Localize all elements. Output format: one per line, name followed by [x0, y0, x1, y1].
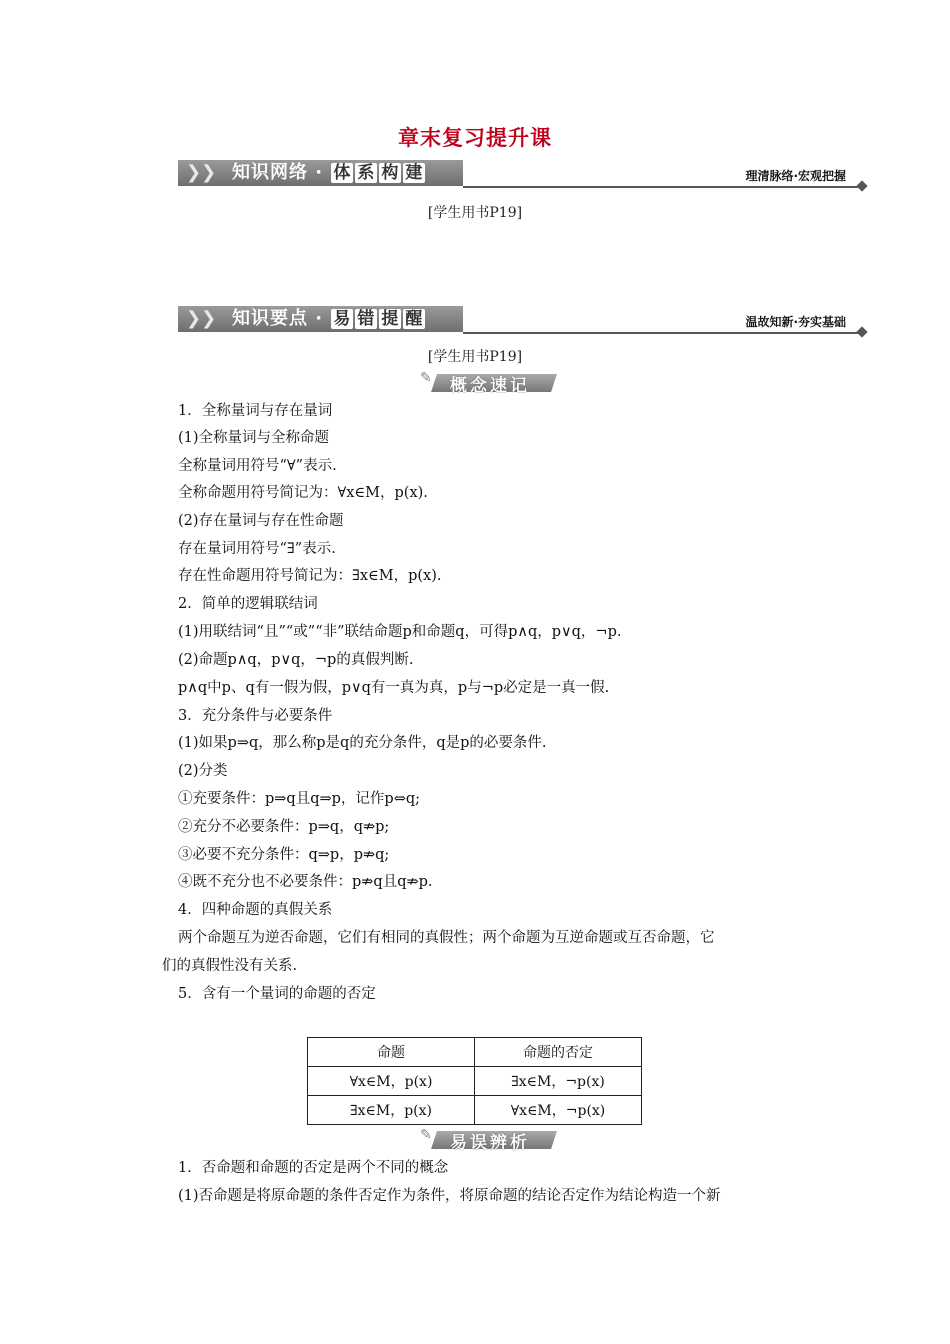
book-reference: [学生用书P19] [427, 349, 523, 365]
text-line: 全称命题用符号简记为：∀x∈M，p(x). [178, 485, 428, 501]
table-row [308, 1096, 642, 1125]
pen-icon: ✎ [420, 1127, 432, 1143]
text-line: ④既不充分也不必要条件：p⇏q且q⇏p. [178, 874, 433, 890]
banner-title-char: 易 [333, 309, 352, 329]
banner-title-char: 构 [381, 163, 400, 183]
table-cell: ∀x∈M，p(x) [308, 1067, 475, 1096]
banner-rule [463, 186, 860, 188]
negation-table [307, 1037, 642, 1125]
text-line: 两个命题互为逆否命题，它们有相同的真假性；两个命题为互逆命题或互否命题，它 [178, 930, 715, 946]
table-cell: ∃x∈M，p(x) [308, 1096, 475, 1125]
pen-icon: ✎ [420, 370, 432, 386]
table-cell: ∀x∈M，¬p(x) [475, 1096, 642, 1125]
text-line: (1)如果p⇒q，那么称p是q的充分条件，q是p的必要条件. [178, 735, 547, 751]
banner-rule [463, 332, 860, 334]
text-line: (1)否命题是将原命题的条件否定作为条件，将原命题的结论否定作为结论构造一个新 [178, 1188, 721, 1204]
subheading-text: 易误辨析 [450, 1133, 530, 1153]
text-line: 2．简单的逻辑联结词 [178, 596, 318, 612]
subheading-error-analysis [420, 1127, 560, 1151]
text-line: (1)用联结词“且”“或”“非”联结命题p和命题q，可得p∧q，p∨q，¬p. [178, 624, 622, 640]
text-line: 1．全称量词与存在量词 [178, 403, 333, 419]
subheading-concepts [420, 370, 560, 394]
text-line: 5．含有一个量词的命题的否定 [178, 986, 376, 1002]
text-line: (1)全称量词与全称命题 [178, 430, 330, 446]
table-row [308, 1067, 642, 1096]
text-line: 存在量词用符号“∃”表示. [178, 541, 336, 557]
section-banner-knowledge-network [178, 160, 868, 190]
text-line: 3．充分条件与必要条件 [178, 708, 333, 724]
banner-title-text: 知识网络 · [232, 162, 331, 183]
text-line: 们的真假性没有关系. [162, 958, 298, 974]
text-line: ②充分不必要条件：p⇒q，q⇏p; [178, 819, 390, 835]
text-line: ①充要条件：p⇒q且q⇒p，记作p⇔q; [178, 791, 421, 807]
table-header-cell: 命题 [308, 1038, 475, 1067]
banner-title-char: 醒 [405, 309, 424, 329]
text-line: (2)分类 [178, 763, 228, 779]
diamond-icon [856, 326, 867, 337]
banner-title-char: 系 [357, 163, 376, 183]
subheading-text: 概念速记 [450, 376, 530, 396]
diamond-icon [856, 180, 867, 191]
double-chevron-icon: ❯❯ [186, 308, 217, 329]
double-chevron-icon: ❯❯ [186, 162, 217, 183]
banner-title-char: 体 [333, 163, 352, 183]
text-line: (2)存在量词与存在性命题 [178, 513, 344, 529]
page-title: 章末复习提升课 [398, 126, 552, 150]
text-line: (2)命题p∧q，p∨q，¬p的真假判断. [178, 652, 414, 668]
banner-title-char: 提 [381, 309, 400, 329]
table-cell: ∃x∈M，¬p(x) [475, 1067, 642, 1096]
section-banner-key-points [178, 306, 868, 336]
banner-title-text: 知识要点 · [232, 308, 331, 329]
text-line: p∧q中p、q有一假为假，p∨q有一真为真，p与¬p必定是一真一假. [178, 680, 610, 696]
text-line: 4．四种命题的真假关系 [178, 902, 333, 918]
book-reference: [学生用书P19] [427, 205, 523, 221]
table-header-row [308, 1038, 642, 1067]
banner-title [232, 162, 426, 184]
text-line: 1．否命题和命题的否定是两个不同的概念 [178, 1160, 449, 1176]
table-header-cell: 命题的否定 [475, 1038, 642, 1067]
banner-right-text: 温故知新·夯实基础 [745, 315, 846, 329]
banner-right-text: 理清脉络·宏观把握 [745, 169, 846, 183]
banner-title-char: 错 [357, 309, 376, 329]
banner-title-char: 建 [405, 163, 424, 183]
text-line: 存在性命题用符号简记为：∃x∈M，p(x). [178, 568, 442, 584]
text-line: ③必要不充分条件：q⇒p，p⇏q; [178, 847, 390, 863]
text-line: 全称量词用符号“∀”表示. [178, 458, 337, 474]
banner-title [232, 308, 426, 330]
